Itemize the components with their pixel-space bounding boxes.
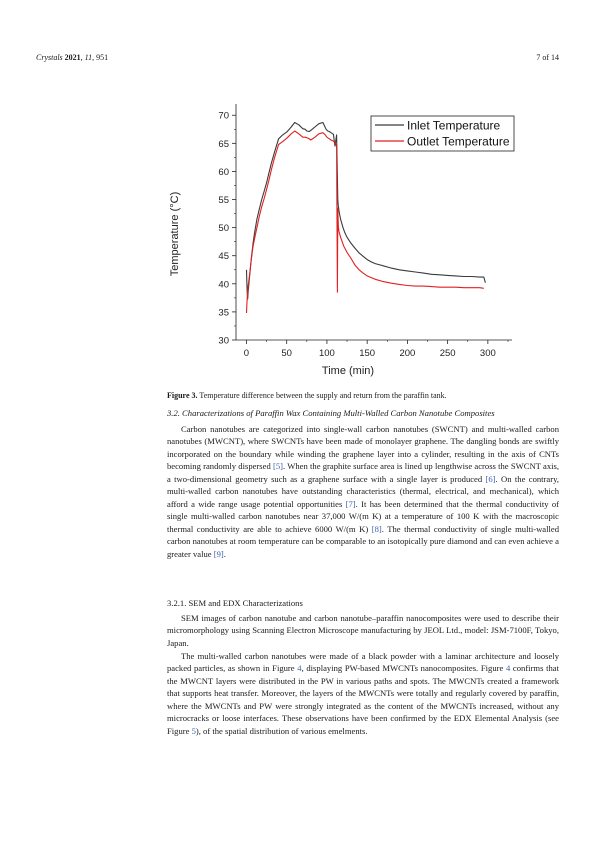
citation-link-9[interactable]: [9] [213, 548, 224, 559]
y-axis [218, 111, 236, 347]
text-run: . When the graphite surface area is lined up lengthwise across the SWCNT axis, a two-dimensional geometry such as a graphene surface with a single layer is produced [167, 461, 560, 484]
legend [371, 116, 514, 151]
page-number: 7 of 14 [536, 53, 559, 62]
legend-label: Inlet Temperature [407, 118, 501, 133]
citation-link-5[interactable]: [5] [273, 461, 284, 472]
paragraph-sem-images: SEM images of carbon nanotube and carbon nanotube–paraffin nanocomposites were used to describe their micromorphology using Scanning Electron Microscope manufacturing by JEOL Ltd., model: JSM-7100F, Tokyo, Japan. [167, 613, 559, 648]
x-tick-label: 100 [318, 348, 335, 359]
journal-volume: 11 [84, 53, 93, 62]
citation-link-7[interactable]: [7] [345, 498, 356, 509]
section-heading-3-2: 3.2. Characterizations of Paraffin Wax Containing Multi-Walled Carbon Nanotube Composites [167, 408, 495, 418]
text-run: confirms that the MWCNT layers were distributed in the PW in various paths and spots. The MWCNTs created a framework that supports heat transfer. Moreover, the layers of the MWCNTs were totally and regularly covered by paraffin, where the MWCNTs and PW were strongly integrated as the content of the MWCNTs increased, without any microcracks or loose interfaces. These observations have been confirmed by the EDX Elemental Analysis (see Figure [167, 663, 559, 736]
citation-link-8[interactable]: [8] [371, 523, 382, 534]
x-tick-label: 200 [399, 348, 416, 359]
y-axis-label: Temperature (°C) [169, 191, 181, 277]
series-line-outlet [247, 131, 484, 313]
text-run: . On the contrary, multi-walled carbon nanotubes have outstanding characteristics (thermal, electrical, and mechanical), which afford a wide range usage potential opportunities [167, 473, 559, 509]
y-tick-label: 40 [218, 279, 229, 291]
running-header-citation: Crystals 2021, 11, 951 [36, 53, 109, 62]
paragraph-mwcnt-structure [167, 650, 559, 737]
x-tick-label: 0 [243, 348, 250, 359]
figure-label: Figure 3. [167, 391, 198, 400]
x-tick-label: 150 [359, 348, 376, 359]
y-tick-label: 30 [218, 335, 229, 347]
x-tick-label: 250 [439, 348, 456, 359]
x-tick-label: 300 [479, 348, 496, 359]
figure-link-4[interactable]: 4 [505, 663, 511, 674]
y-tick-label: 50 [218, 223, 229, 235]
y-tick-label: 70 [218, 110, 229, 122]
citation-link-6[interactable]: [6] [485, 473, 496, 484]
figure-link-5[interactable]: 5 [191, 725, 196, 736]
text-run: , displaying PW-based MWCNTs nanocomposites. Figure [301, 663, 506, 674]
text-run: . [223, 548, 226, 559]
journal-name: Crystals [36, 53, 63, 62]
x-axis-label: Time (min) [321, 365, 375, 377]
text-run: ), of the spatial distribution of various emelments. [195, 725, 368, 736]
temperature-chart [160, 100, 532, 382]
figure-link-4[interactable]: 4 [297, 663, 302, 674]
text-run: Carbon nanotubes are categorized into single-wall carbon nanotubes (SWCNT) and multi-walled carbon nanotubes (MWCNT), where SWCNTs have been made of monolayer graphene. The dangling bonds are swiftly incorporated on the boundary while winding the graphene layer into a cylinder, resulting in the axis of CNTs becoming randomly dispersed [167, 424, 559, 472]
text-run: . The thermal conductivity of single multi-walled carbon nanotubes at room temperature can be comparable to an isotopically pure diamond and can even achieve a greater value [167, 523, 559, 559]
y-tick-label: 45 [218, 251, 229, 263]
x-tick-label: 50 [281, 348, 292, 359]
journal-year: 2021 [64, 53, 81, 62]
text-run: The multi-walled carbon nanotubes were made of a black powder with a laminar architecture and loosely packed particles, as shown in Figure [167, 651, 559, 674]
y-tick-label: 65 [218, 138, 229, 150]
section-heading-3-2-1: 3.2.1. SEM and EDX Characterizations [167, 598, 303, 608]
paragraph-carbon-nanotubes [167, 423, 559, 560]
article-number: 951 [96, 53, 109, 62]
y-tick-label: 35 [218, 307, 229, 319]
figure-caption-text: Temperature difference between the supply and return from the paraffin tank. [199, 391, 447, 400]
legend-label: Outlet Temperature [407, 134, 510, 149]
y-tick-label: 55 [218, 195, 229, 207]
x-axis [244, 340, 508, 359]
y-tick-label: 60 [218, 166, 229, 178]
figure-caption [167, 390, 559, 401]
text-run: . It has been determined that the thermal conductivity of single multi-walled carbon nanotubes near 37,000 W/(m K) at a temperature of 100 K with the macroscopic thermal conductivity are able to achieve 6000 W/(m K) [167, 498, 559, 534]
